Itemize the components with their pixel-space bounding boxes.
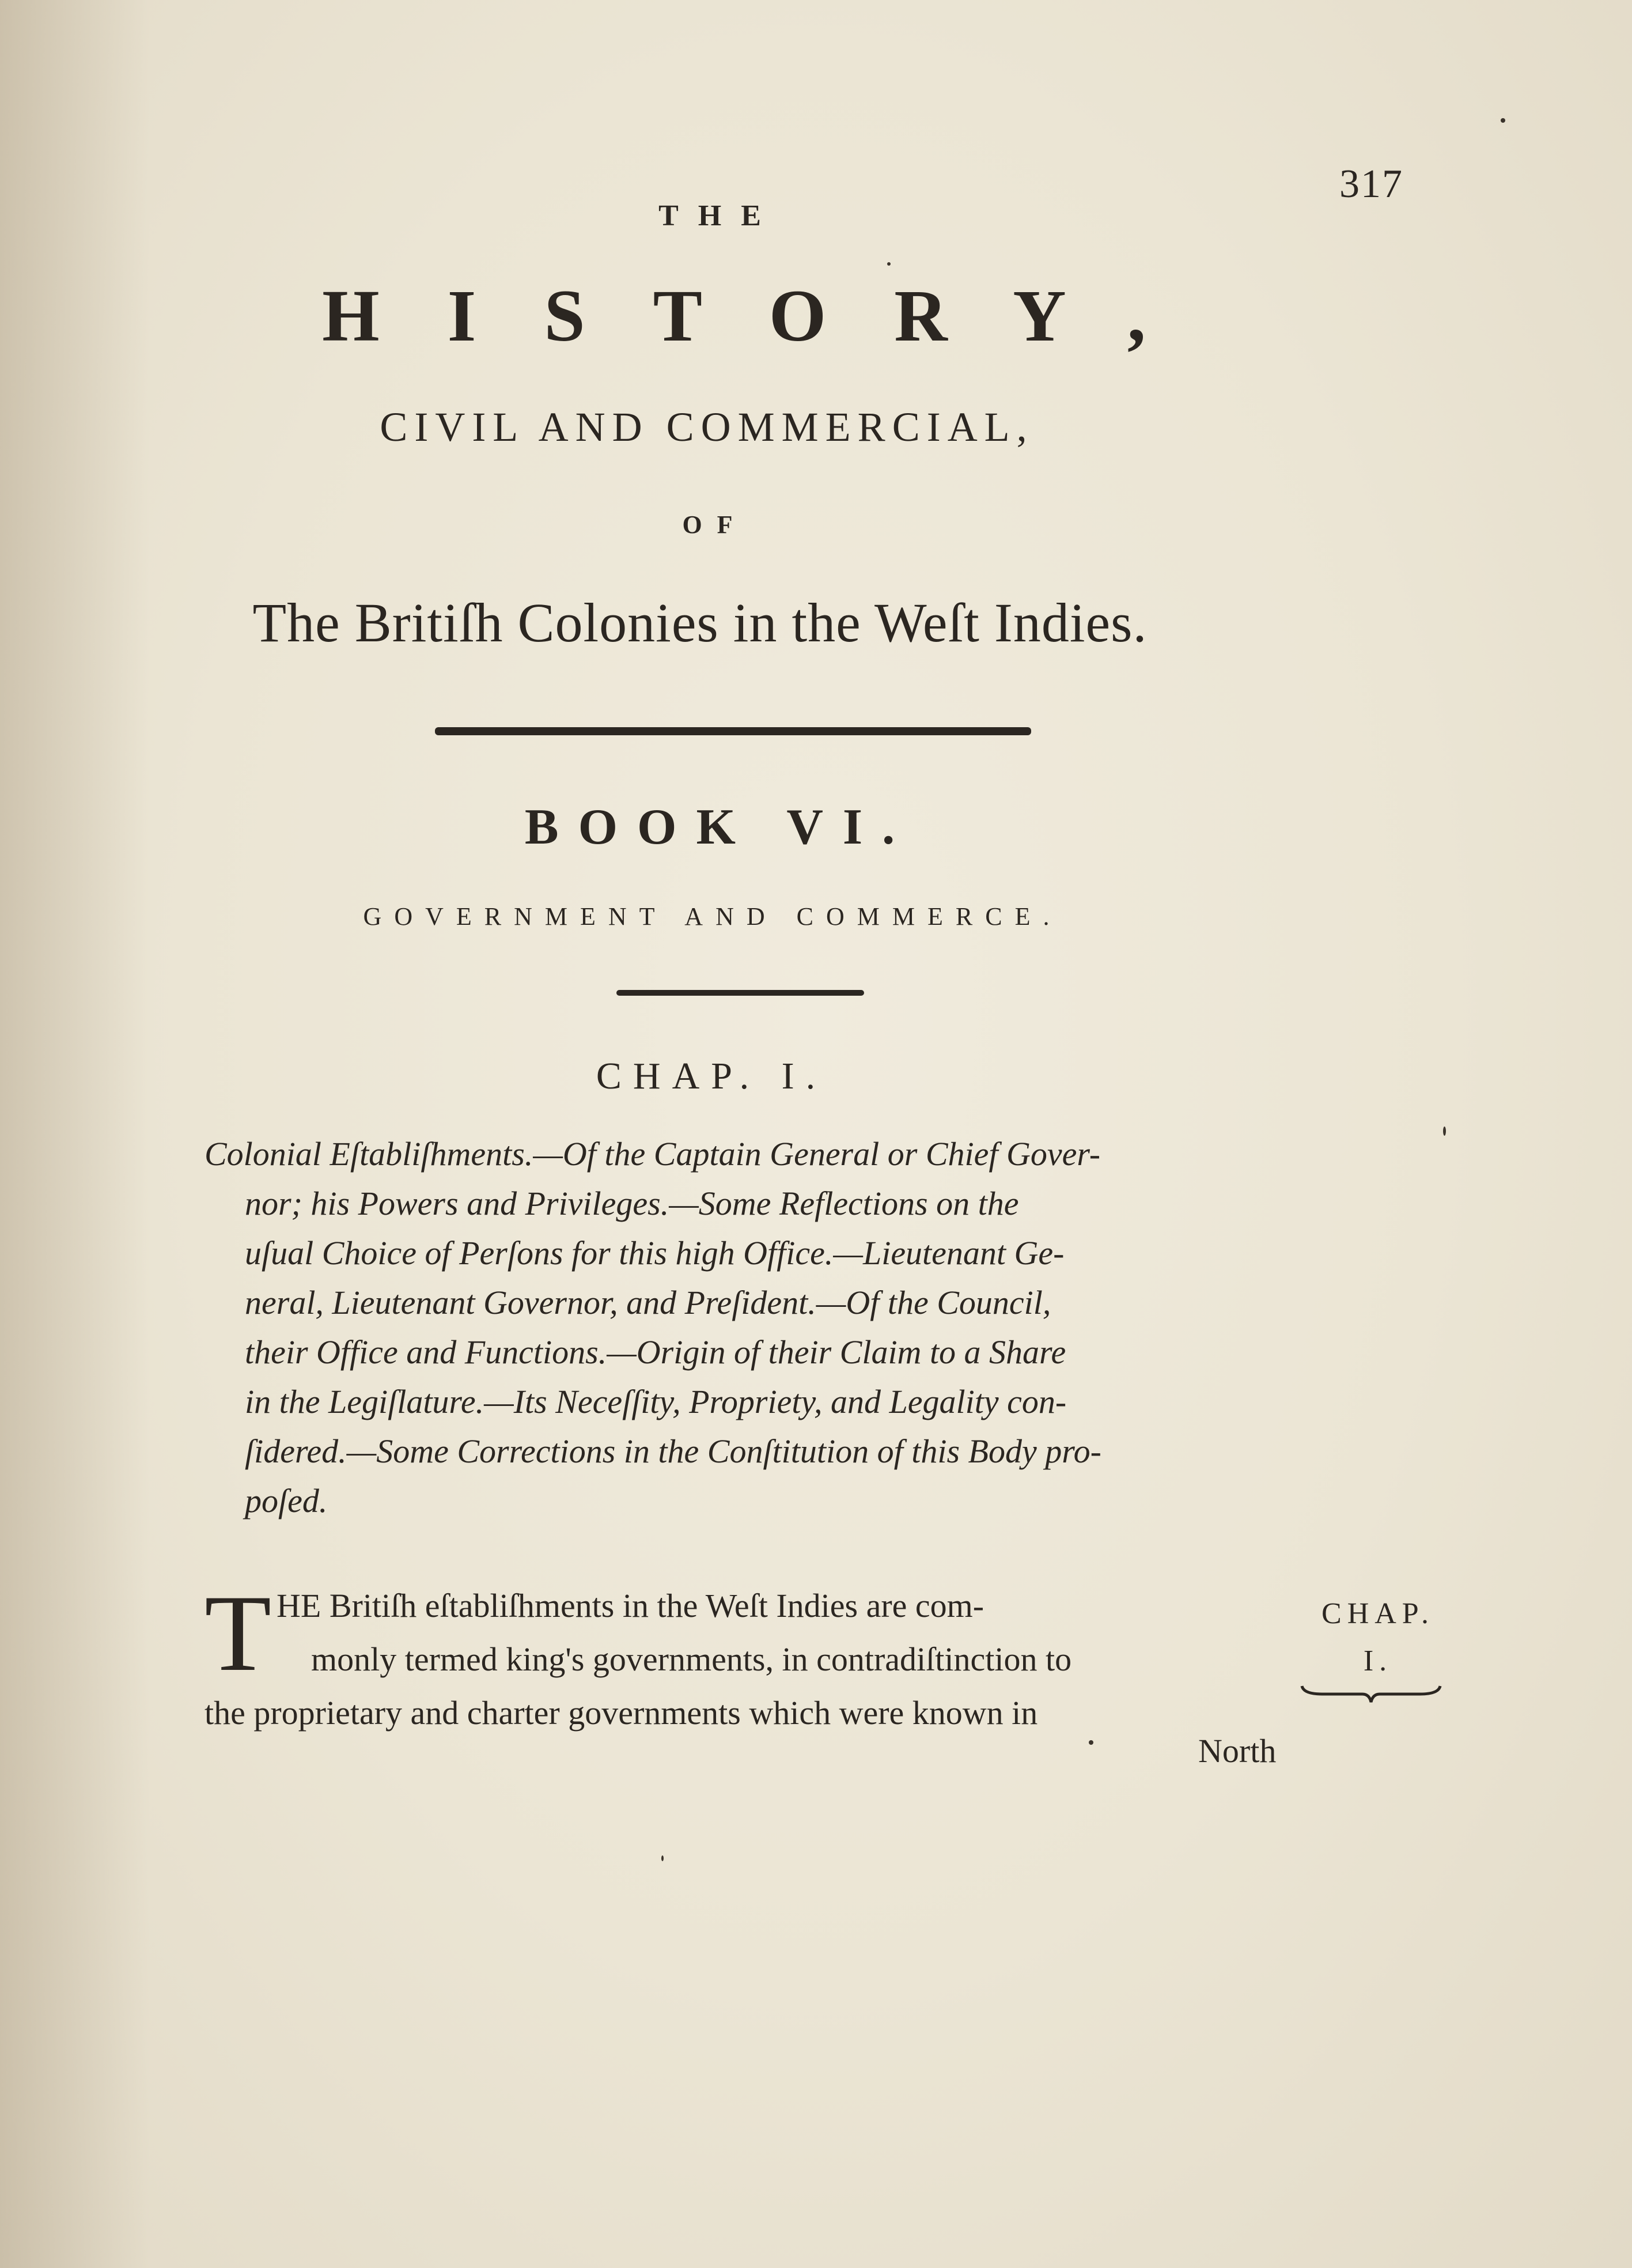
title-of: OF [682,511,748,539]
body-line: HE Britiſh eſtabliſhments in the Weſt Indies are com- [277,1587,984,1624]
title-the: THE [658,199,781,232]
margin-chap-number: I. [1363,1645,1393,1677]
ornamental-rule-short [616,990,864,996]
show-through-text [300,144,523,195]
brace-icon [1299,1683,1443,1706]
margin-chapter-note [1303,1590,1453,1685]
catchword: North [1198,1732,1277,1770]
chapter-heading: CHAP. I. [596,1055,827,1097]
margin-chap-label: CHAP. [1321,1597,1434,1630]
title-civil-commercial: CIVIL AND COMMERCIAL, [380,404,1034,450]
body-line: monly termed king's governments, in contradiſtinction to [311,1640,1072,1678]
paper-speck [887,262,891,266]
title-colonies: The Britiſh Colonies in the Weſt Indies. [252,592,1148,653]
title-history: HISTORY, [322,275,1214,357]
paper-speck [1501,118,1505,123]
paper-speck [661,1855,664,1861]
summary-line: ſidered.—Some Corrections in the Conſtitution of this Body pro- [245,1432,1101,1470]
book-subtitle: GOVERNMENT AND COMMERCE. [363,902,1062,931]
drop-capital: T [205,1573,272,1694]
ornamental-rule [435,727,1031,735]
paper-speck [1443,1127,1446,1136]
book-heading: BOOK VI. [524,799,915,855]
body-line: the proprietary and charter governments which were known in [205,1694,1038,1732]
body-paragraph [205,1573,1259,1740]
summary-line: uſual Choice of Perſons for this high Office.—Lieutenant Ge- [245,1234,1065,1272]
page-number: 317 [1339,162,1403,206]
summary-line: their Office and Functions.—Origin of their Claim to a Share [245,1333,1066,1371]
chapter-summary [205,1129,1259,1526]
summary-line: Colonial Eſtabliſhments.—Of the Captain General or Chief Gover- [205,1135,1101,1173]
summary-line: neral, Lieutenant Governor, and Preſident.—Of the Council, [245,1284,1051,1321]
summary-line: poſed. [245,1482,328,1519]
summary-line: nor; his Powers and Privileges.—Some Reflections on the [245,1185,1019,1222]
paper-speck [1089,1740,1093,1745]
summary-line: in the Legiſlature.—Its Neceſſity, Propriety, and Legality con- [245,1383,1067,1420]
